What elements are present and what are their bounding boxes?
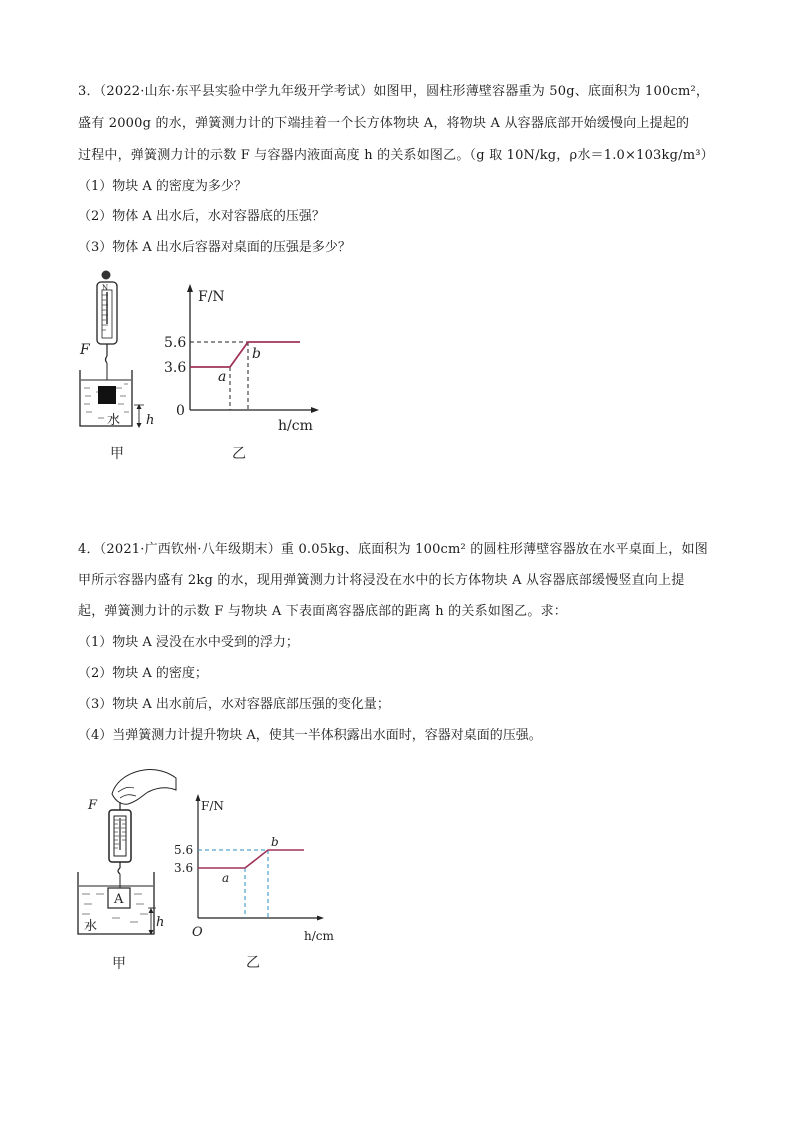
svg-text:N: N [102,284,109,292]
q4-sub-question-3: （3）物块 A 出水前后，水对容器底部压强的变化量； [78,697,390,712]
q4-caption-jia: 甲 [112,956,126,972]
q4-ytick-5-6: 5.6 [174,843,194,857]
q4-stem-line-2: 甲所示容器内盛有 2kg 的水，现用弹簧测力计将浸没在水中的长方体物块 A 从容器底部缓慢竖直向上提 [78,573,685,588]
q3-ytick-3-6: 3.6 [164,360,187,376]
q4-origin-label: O [192,925,203,940]
spring-scale-ring-icon [102,271,111,280]
q3-figure-jia [72,268,162,468]
q3-y-axis-label: F/N [198,289,225,305]
q4-h-label: h [156,915,165,930]
q4-force-label: F [88,798,98,813]
q4-figure-jia [72,762,182,977]
q4-block-label: A [114,892,124,907]
q3-force-label: F [80,342,90,358]
q4-y-axis-label: F/N [201,799,224,813]
q4-chart-yi [170,790,340,980]
q3-sub-question-3: （3）物体 A 出水后容器对桌面的压强是多少？ [78,240,351,255]
q3-point-b: b [252,346,261,362]
q3-sub-question-1: （1）物块 A 的密度为多少？ [78,179,247,194]
q4-stem-line-1: 4．（2021·广西钦州·八年级期末）重 0.05kg、底面积为 100cm² 的圆柱形薄壁容器放在水平桌面上，如图 [78,542,708,557]
hand-icon [112,769,176,804]
q3-caption-yi: 乙 [232,446,246,462]
q3-chart-yi [160,280,335,470]
q3-origin-label: 0 [176,403,185,419]
q4-point-b: b [271,835,279,849]
q3-stem-line-2: 盛有 2000g 的水，弹簧测力计的下端挂着一个长方体物块 A，将物块 A 从容器底部开始缓慢向上提起的 [78,116,690,131]
q3-stem-line-3: 过程中，弹簧测力计的示数 F 与容器内液面高度 h 的关系如图乙。（g 取 10N/kg，ρ水＝1.0×103kg/m³） [78,148,714,163]
q3-sub-question-2: （2）物体 A 出水后，水对容器底的压强？ [78,209,325,224]
q4-force-curve [198,850,304,868]
q4-sub-question-1: （1）物块 A 浸没在水中受到的浮力； [78,635,299,650]
q3-force-curve [190,342,300,367]
q3-caption-jia: 甲 [110,446,124,462]
q4-ytick-3-6: 3.6 [174,861,194,875]
q4-stem-line-3: 起，弹簧测力计的示数 F 与物块 A 下表面离容器底部的距离 h 的关系如图乙。求： [78,604,567,619]
q4-sub-question-4: （4）当弹簧测力计提升物块 A，使其一半体积露出水面时，容器对桌面的压强。 [78,728,542,743]
q3-stem-line-1: 3．（2022·山东·东平县实验中学九年级开学考试）如图甲，圆柱形薄壁容器重为 50g、底面积为 100cm²， [78,84,710,99]
q3-ytick-5-6: 5.6 [164,335,187,351]
q4-sub-question-2: （2）物块 A 的密度； [78,666,208,681]
q4-point-a: a [222,871,230,885]
q3-h-label: h [146,413,155,428]
q3-water-label: 水 [107,413,121,428]
q3-point-a: a [218,369,227,385]
q4-x-axis-label: h/cm [304,929,334,943]
q4-caption-yi: 乙 [246,955,260,971]
q4-water-label: 水 [84,919,98,934]
block-a-icon [98,386,116,404]
q3-x-axis-label: h/cm [278,418,313,434]
